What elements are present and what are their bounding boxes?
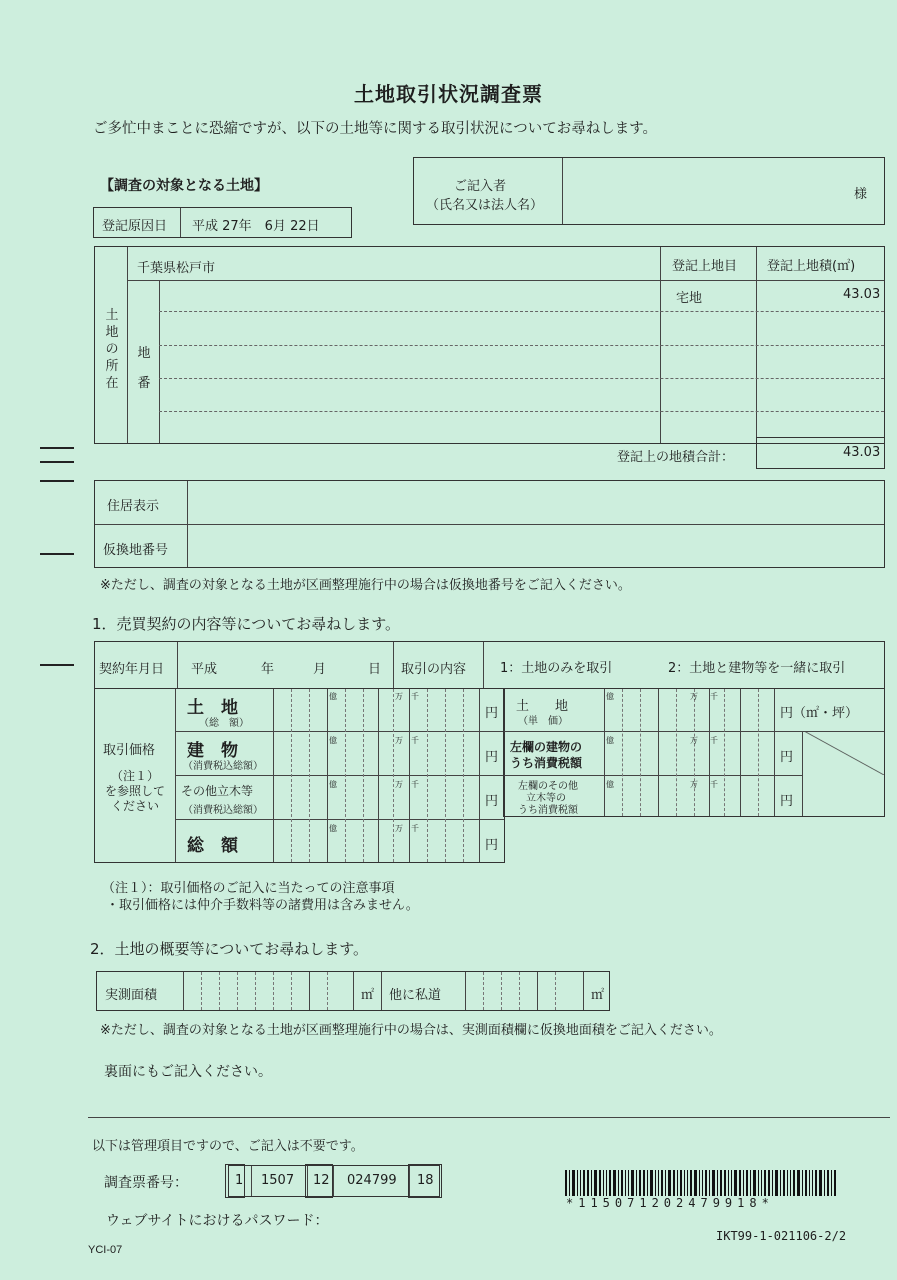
other-price-field[interactable] <box>275 777 478 818</box>
barcode-bar <box>577 1170 578 1196</box>
unit-yen: 円 <box>780 750 794 765</box>
barcode-bar <box>613 1170 616 1196</box>
barcode-bar <box>643 1170 645 1196</box>
unit-man: 万 <box>395 824 403 833</box>
barcode-bar <box>594 1170 597 1196</box>
barcode-bar <box>650 1170 653 1196</box>
barcode-bar <box>819 1170 822 1196</box>
land-unit-price-field[interactable] <box>606 691 772 730</box>
barcode-bar <box>780 1170 781 1196</box>
price-note: （注１） を参照して ください <box>104 769 165 813</box>
residence-label: 住居表示 <box>107 499 160 514</box>
survey-number-highlight <box>408 1164 442 1198</box>
address-box <box>94 480 885 568</box>
barcode-bar <box>609 1170 611 1196</box>
unit-oku: 億 <box>606 692 614 701</box>
barcode-bar <box>809 1170 810 1196</box>
row-building-label: 建 物 <box>187 741 238 761</box>
barcode-bar <box>631 1170 634 1196</box>
barcode-bar <box>812 1170 813 1196</box>
unit-oku: 億 <box>329 824 337 833</box>
unit-yen: 円 <box>485 794 499 809</box>
barcode-bar <box>724 1170 726 1196</box>
survey-number-1: 1 <box>235 1173 244 1188</box>
barcode-bar <box>665 1170 666 1196</box>
row-land-sub: （総 額） <box>199 718 249 729</box>
intro-text: ご多忙中まことに恐縮ですが、以下の土地等に関する取引状況についてお尋ねします。 <box>93 121 658 137</box>
barcode-bar <box>621 1170 623 1196</box>
row-land-label: 土 地 <box>187 698 238 718</box>
section2-heading: 2．土地の概要等についてお尋ねします。 <box>90 940 369 958</box>
price-right-table <box>503 688 885 817</box>
contract-date-label: 契約年月日 <box>99 662 165 677</box>
measured-area-unit: ㎡ <box>361 988 375 1003</box>
unit-price-label: 土 地 <box>516 699 569 714</box>
private-road-field[interactable] <box>467 974 581 1009</box>
measured-area-field[interactable] <box>185 974 351 1009</box>
target-heading: 【調査の対象となる土地】 <box>100 178 268 194</box>
col-registered-area: 登記上地積(㎡) <box>767 259 856 274</box>
barcode-bar <box>753 1170 756 1196</box>
footer-code: YCI-07 <box>88 1244 123 1256</box>
other-tax-field[interactable] <box>606 777 772 815</box>
provisional-field[interactable] <box>189 526 881 566</box>
unit-sen: 千 <box>411 780 419 789</box>
admin-divider <box>88 1117 890 1118</box>
barcode-bar <box>655 1170 656 1196</box>
unit-man: 万 <box>690 736 698 745</box>
barcode-bar <box>739 1170 741 1196</box>
survey-number-highlight <box>225 1164 245 1198</box>
barcode-bar <box>717 1170 718 1196</box>
barcode-bar <box>684 1170 685 1196</box>
unit-oku: 億 <box>606 780 614 789</box>
location-table <box>94 246 885 444</box>
barcode-bar <box>618 1170 619 1196</box>
barcode-bar <box>599 1170 601 1196</box>
unit-price-sub: （単 価） <box>518 716 568 727</box>
unit-man: 万 <box>395 780 403 789</box>
private-road-unit: ㎡ <box>591 988 605 1003</box>
total-price-field[interactable] <box>275 821 478 860</box>
total-area-box <box>756 437 885 469</box>
address-note: ※ただし、調査の対象となる土地が区画整理施行中の場合は仮換地番号をご記入ください。 <box>100 578 631 593</box>
barcode-bar <box>797 1170 800 1196</box>
barcode-bar <box>764 1170 766 1196</box>
barcode-bar <box>734 1170 737 1196</box>
barcode-bar <box>587 1170 589 1196</box>
filler-label-line1: ご記入者 <box>454 179 507 194</box>
filler-suffix: 様 <box>854 187 868 202</box>
area-box <box>96 971 610 1011</box>
barcode-bar <box>775 1170 778 1196</box>
unit-man: 万 <box>690 692 698 701</box>
contract-month: 月 <box>313 662 327 677</box>
barcode-bar <box>731 1170 732 1196</box>
side-mark <box>40 664 74 666</box>
barcode-bar <box>606 1170 607 1196</box>
unit-sen: 千 <box>710 780 718 789</box>
side-mark <box>40 480 74 482</box>
other-tax-label3: うち消費税額 <box>518 805 578 816</box>
barcode-bar <box>591 1170 592 1196</box>
unit-oku: 億 <box>329 780 337 789</box>
barcode-bar <box>793 1170 795 1196</box>
barcode-bar <box>709 1170 710 1196</box>
unit-oku: 億 <box>606 736 614 745</box>
other-tax-label1: 左欄のその他 <box>518 781 578 792</box>
barcode-bar <box>661 1170 663 1196</box>
content-label: 取引の内容 <box>401 662 467 677</box>
survey-number-4: 024799 <box>347 1173 397 1188</box>
unit-yen: 円 <box>485 706 499 721</box>
barcode-text: *115071202479918* <box>566 1196 774 1210</box>
filler-label-line2: （氏名又は法人名） <box>426 198 544 213</box>
note-heading: （注１）：取引価格のご記入に当たっての注意事項 <box>102 881 395 896</box>
barcode-bar <box>658 1170 659 1196</box>
barcode-bar <box>580 1170 581 1196</box>
price-label: 取引価格 <box>103 743 156 758</box>
other-tax-label2: 立木等の <box>526 793 566 804</box>
price-table <box>94 688 505 863</box>
barcode-bar <box>712 1170 715 1196</box>
note-body: ・取引価格には仲介手数料等の諸費用は含みません。 <box>106 898 419 913</box>
unit-sen: 千 <box>411 824 419 833</box>
barcode-bar <box>805 1170 807 1196</box>
survey-number-2: 1507 <box>261 1173 295 1188</box>
barcode-image <box>565 1170 883 1196</box>
barcode-bar <box>802 1170 803 1196</box>
unit-yen-area: 円（㎡・坪） <box>780 706 859 721</box>
barcode-bar <box>565 1170 567 1196</box>
unit-oku: 億 <box>329 692 337 701</box>
unit-man: 万 <box>395 692 403 701</box>
section1-heading: 1．売買契約の内容等についてお尋ねします。 <box>92 615 401 633</box>
side-mark <box>40 553 74 555</box>
row-total-label: 総 額 <box>187 836 238 856</box>
building-tax-label2: うち消費税額 <box>510 756 583 770</box>
unit-sen: 千 <box>411 736 419 745</box>
form-code: IKT99-1-021106-2/2 <box>716 1229 847 1243</box>
barcode-bar <box>603 1170 604 1196</box>
barcode-bar <box>705 1170 707 1196</box>
barcode-bar <box>750 1170 751 1196</box>
registration-date-value: 平成 27年 6月 22日 <box>192 219 320 234</box>
unit-yen: 円 <box>780 794 794 809</box>
barcode-bar <box>720 1170 722 1196</box>
option-land-only[interactable]: 1：土地のみを取引 <box>500 661 613 676</box>
survey-number-highlight <box>305 1164 333 1198</box>
location-label: 土 地 の 所 在 <box>105 308 119 391</box>
barcode-bar <box>680 1170 682 1196</box>
barcode-bar <box>768 1170 770 1196</box>
barcode-bar <box>628 1170 629 1196</box>
barcode-bar <box>687 1170 688 1196</box>
barcode-bar <box>668 1170 671 1196</box>
page-title: 土地取引状況調査票 <box>354 82 543 106</box>
barcode-bar <box>815 1170 817 1196</box>
barcode-bar <box>572 1170 575 1196</box>
registered-category-value: 宅地 <box>676 291 703 306</box>
back-note: 裏面にもご記入ください。 <box>104 1064 272 1080</box>
barcode-bar <box>834 1170 836 1196</box>
provisional-label: 仮換地番号 <box>103 543 169 558</box>
row-building-sub: （消費税込総額） <box>183 761 263 772</box>
registered-area-value: 43.03 <box>843 287 881 302</box>
unit-man: 万 <box>395 736 403 745</box>
private-road-label: 他に私道 <box>389 988 442 1003</box>
barcode-bar <box>761 1170 762 1196</box>
barcode-bar <box>728 1170 729 1196</box>
barcode-bar <box>824 1170 825 1196</box>
barcode-bar <box>673 1170 675 1196</box>
side-mark <box>40 461 74 463</box>
diagonal-cell <box>804 731 884 775</box>
survey-number-3: 12 <box>313 1173 330 1188</box>
total-area-label: 登記上の地積合計： <box>617 450 735 465</box>
barcode-bar <box>569 1170 570 1196</box>
contract-year: 年 <box>261 662 275 677</box>
unit-oku: 億 <box>329 736 337 745</box>
building-price-field[interactable] <box>275 733 478 774</box>
barcode-bar <box>783 1170 785 1196</box>
registration-date-label: 登記原因日 <box>102 219 168 234</box>
barcode-bar <box>625 1170 626 1196</box>
barcode-bar <box>583 1170 585 1196</box>
registration-date-box <box>93 207 352 238</box>
unit-yen: 円 <box>485 838 499 853</box>
barcode-bar <box>746 1170 748 1196</box>
total-area-value: 43.03 <box>843 445 881 460</box>
unit-sen: 千 <box>411 692 419 701</box>
barcode-bar <box>636 1170 637 1196</box>
building-tax-label1: 左欄の建物の <box>510 740 583 754</box>
col-registered-category: 登記上地目 <box>672 259 738 274</box>
barcode-bar <box>790 1170 791 1196</box>
section2-note: ※ただし、調査の対象となる土地が区画整理施行中の場合は、実測面積欄に仮換地面積をご記入ください。 <box>100 1023 722 1038</box>
location-city: 千葉県松戸市 <box>137 261 216 276</box>
barcode-bar <box>827 1170 829 1196</box>
barcode-bar <box>702 1170 703 1196</box>
measured-area-label: 実測面積 <box>105 988 158 1003</box>
barcode-bar <box>699 1170 700 1196</box>
section1-table <box>94 641 885 863</box>
filler-name-field[interactable] <box>564 160 854 222</box>
filler-box <box>413 157 885 225</box>
row-other-sub: （消費税込総額） <box>183 805 263 816</box>
unit-sen: 千 <box>710 692 718 701</box>
barcode-bar <box>772 1170 773 1196</box>
contract-era: 平成 <box>191 662 218 677</box>
row-other-label: その他立木等 <box>181 784 254 798</box>
survey-number-label: 調査票番号： <box>104 1175 188 1191</box>
barcode-bar <box>647 1170 648 1196</box>
password-label: ウェブサイトにおけるパスワード： <box>106 1213 329 1229</box>
barcode-bar <box>787 1170 788 1196</box>
land-total-price-field[interactable] <box>275 691 478 730</box>
building-tax-field[interactable] <box>606 733 772 774</box>
option-land-and-building[interactable]: 2：土地と建物等を一緒に取引 <box>668 661 846 676</box>
lot-number-label: 地 番 <box>137 346 151 391</box>
side-mark <box>40 447 74 449</box>
barcode-bar <box>639 1170 641 1196</box>
contract-row <box>94 641 885 689</box>
admin-note: 以下は管理項目ですので、ご記入は不要です。 <box>92 1139 364 1154</box>
unit-sen: 千 <box>710 736 718 745</box>
barcode-bar <box>758 1170 759 1196</box>
barcode-bar <box>694 1170 697 1196</box>
unit-man: 万 <box>690 780 698 789</box>
contract-day: 日 <box>368 662 382 677</box>
survey-number-5: 18 <box>417 1173 434 1188</box>
unit-yen: 円 <box>485 750 499 765</box>
residence-field[interactable] <box>189 483 881 523</box>
barcode-bar <box>743 1170 744 1196</box>
barcode-bar <box>677 1170 678 1196</box>
barcode-bar <box>831 1170 832 1196</box>
barcode-bar <box>690 1170 692 1196</box>
